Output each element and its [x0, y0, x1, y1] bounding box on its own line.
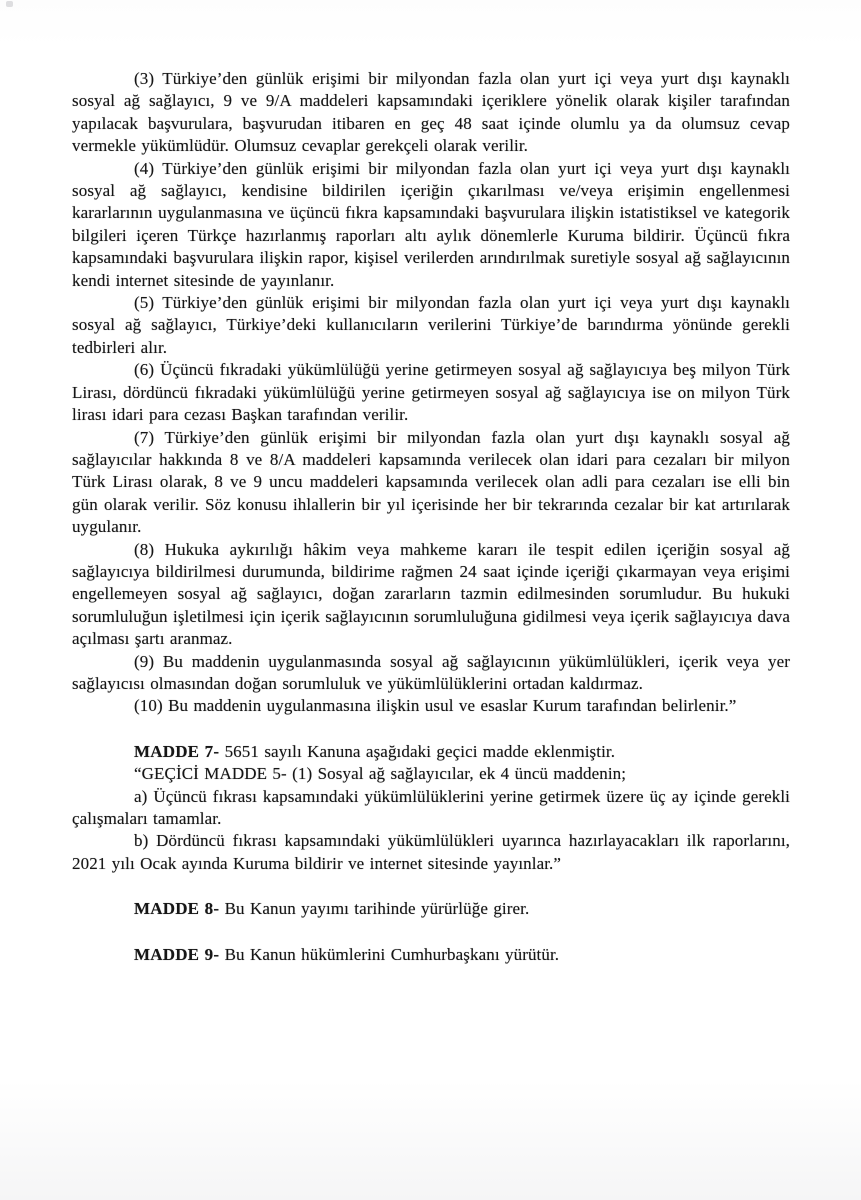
law-article-8 [72, 898, 790, 920]
article-7-label: MADDE 7- [134, 741, 220, 761]
article-7-text: 5651 sayılı Kanuna aşağıdaki geçici madde eklenmiştir. [219, 741, 616, 761]
article-8-text: Bu Kanun yayımı tarihinde yürürlüğe girer. [219, 899, 530, 919]
temporary-article-5-clause-a: a) Üçüncü fıkrası kapsamındaki yükümlülüklerini yerine getirmek üzere üç ay içinde gerekli çalışmaları tamamlar. [72, 786, 790, 828]
law-article-7 [72, 741, 790, 763]
law-paragraph-8: (8) Hukuka aykırılığı hâkim veya mahkeme kararı ile tespit edilen içeriğin sosyal ağ sağlayıcıya bildirilmesi durumunda, bildirime rağmen 24 saat içinde içeriği çıkarmayan veya erişimi engellemeyen sosyal ağ sağlayıcı, doğan zararların tazmin edilmesinden sorumludur. Bu hukuki sorumluluğun işletilmesi için içerik sağlayıcının sorumluluğuna gidilmesi veya içerik sağlayıcıya dava açılması şartı aranmaz. [72, 539, 790, 649]
law-paragraph-4: (4) Türkiye’den günlük erişimi bir milyondan fazla olan yurt içi veya yurt dışı kaynaklı sosyal ağ sağlayıcı, kendisine bildirilen içeriğin çıkarılması ve/veya erişimin engellenmesi kararlarının uygulanmasına ve üçüncü fıkra kapsamındaki başvurulara ilişkin istatistiksel ve kategorik bilgileri içeren Türkçe hazırlanmış raporları altı aylık dönemlerle Kuruma bildirir. Üçüncü fıkra kapsamındaki başvurulara ilişkin rapor, kişisel verilerden arındırılmak suretiyle sosyal ağ sağlayıcının kendi internet sitesinde de yayınlanır. [72, 158, 790, 290]
law-paragraph-10: (10) Bu maddenin uygulanmasına ilişkin usul ve esaslar Kurum tarafından belirlenir.” [134, 696, 737, 716]
temporary-article-5-clause-b: b) Dördüncü fıkrası kapsamındaki yükümlülükleri uyarınca hazırlayacakları ilk raporlarını, 2021 yılı Ocak ayında Kuruma bildirir ve internet sitesinde yayınlar.” [72, 831, 790, 873]
law-paragraph-3: (3) Türkiye’den günlük erişimi bir milyondan fazla olan yurt içi veya yurt dışı kaynaklı sosyal ağ sağlayıcı, 9 ve 9/A maddeleri kapsamındaki içeriklere yönelik olarak kişiler tarafından yapılacak başvurulara, başvurudan itibaren en geç 48 saat içinde olumlu ya da olumsuz cevap vermekle yükümlüdür. Olumsuz cevaplar gerekçeli olarak verilir. [72, 69, 790, 156]
law-paragraph-6: (6) Üçüncü fıkradaki yükümlülüğü yerine getirmeyen sosyal ağ sağlayıcıya beş milyon Türk Lirası, dördüncü fıkradaki yükümlülüğü yerine getirmeyen sosyal ağ sağlayıcıya ise on milyon Türk lirası idari para cezası Başkan tarafından verilir. [72, 360, 790, 425]
law-paragraph-5: (5) Türkiye’den günlük erişimi bir milyondan fazla olan yurt içi veya yurt dışı kaynaklı sosyal ağ sağlayıcı, Türkiye’deki kullanıcıların verilerini Türkiye’de barındırma yönünde gerekli tedbirleri alır. [72, 293, 790, 357]
law-paragraph-9: (9) Bu maddenin uygulanmasında sosyal ağ sağlayıcının yükümlülükleri, içerik veya yer sağlayıcısı olmasından doğan sorumluluk ve yükümlülüklerini ortadan kaldırmaz. [72, 651, 790, 693]
article-8-label: MADDE 8- [134, 899, 220, 919]
article-9-label: MADDE 9- [134, 944, 220, 964]
scan-artifact [6, 1, 13, 7]
law-paragraph-7: (7) Türkiye’den günlük erişimi bir milyondan fazla olan yurt dışı kaynaklı sosyal ağ sağlayıcılar hakkında 8 ve 8/A maddeleri kapsamında verilecek olan idari para cezaları bir milyon Türk Lirası olarak, 8 ve 9 uncu maddeleri kapsamında verilecek olan adli para cezaları ise elli bin gün olarak verilir. Söz konusu ihlallerin bir yıl içerisinde her bir tekrarında cezalar bir kat artırılarak uygulanır. [72, 427, 790, 537]
article-9-text: Bu Kanun hükümlerini Cumhurbaşkanı yürütür. [219, 944, 560, 964]
law-article-9 [72, 944, 790, 966]
temporary-article-5: “GEÇİCİ MADDE 5- (1) Sosyal ağ sağlayıcılar, ek 4 üncü maddenin; [134, 764, 627, 784]
